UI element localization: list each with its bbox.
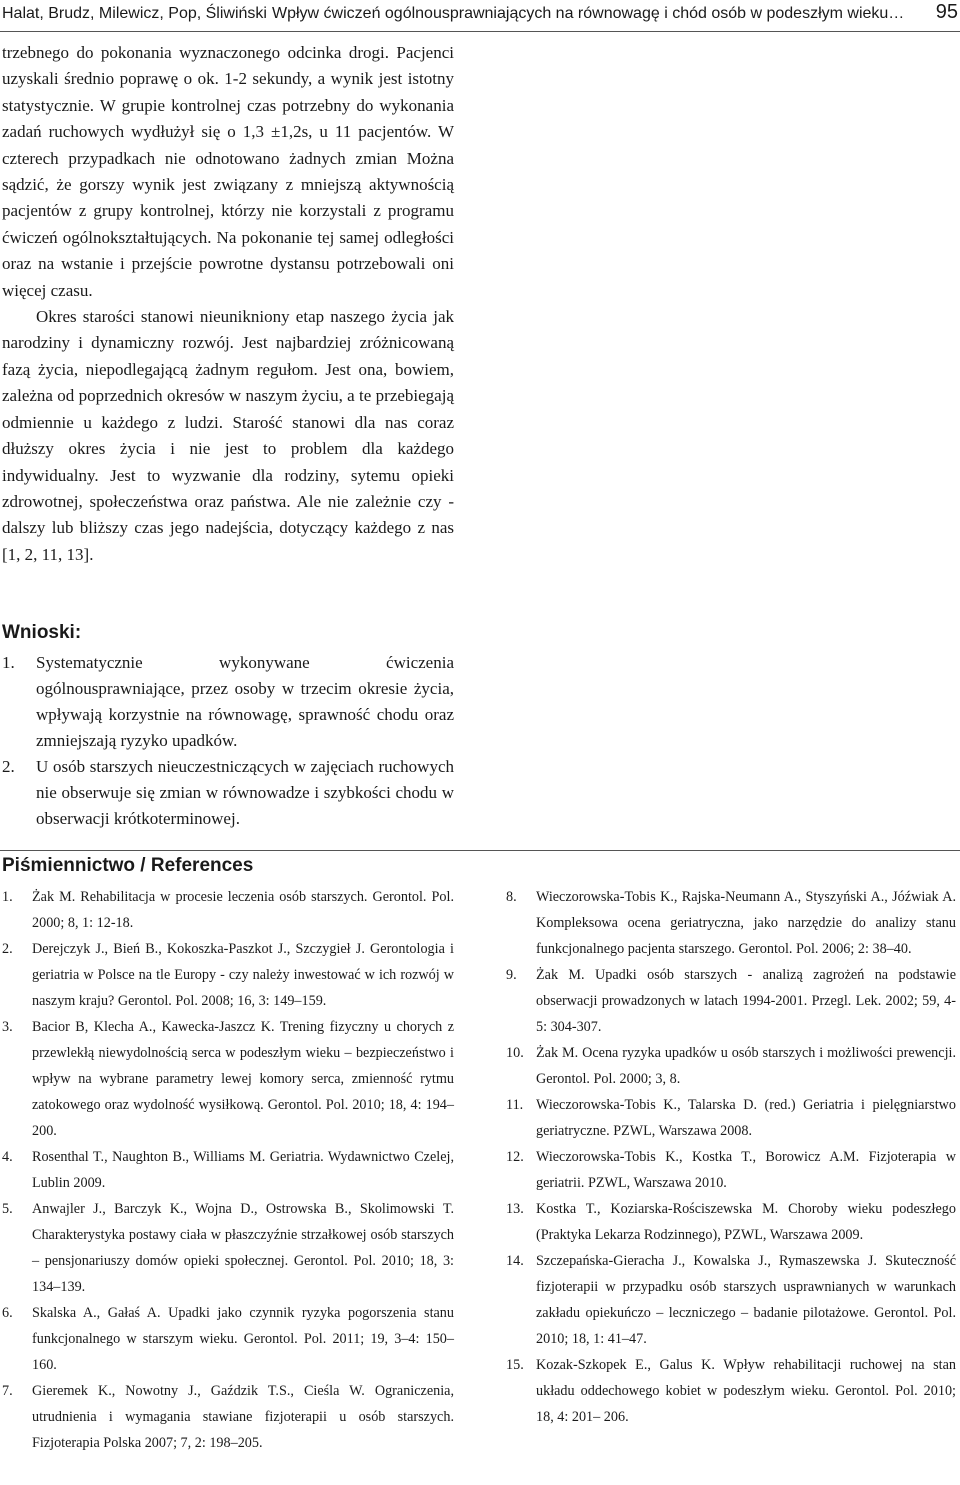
- running-title: Wpływ ćwiczeń ogólnousprawniających na równowagę i chód osób w podeszłym wieku…: [272, 5, 905, 22]
- body-paragraph: trzebnego do pokonania wyznaczonego odcinka drogi. Pacjenci uzyskali średnio poprawę o ok. 1-2 sekundy, a wynik jest istotny statystycznie. W grupie kontrolnej czas potrzebny do wykonania zadań ruchowych wydłużył się o 1,3 ±1,2s, u 11 pacjentów. W czterech przypadkach nie odnotowano żadnych zmian Można sądzić, że gorszy wynik jest związany z mniejszą aktywnością pacjentów z grupy kontrolnej, którzy nie korzystali z programu ćwiczeń ogólnokształtujących. Na pokonanie tej samej odległości oraz na wstanie i przejście powrotne dystansu potrzebowali oni więcej czasu.: [2, 43, 454, 300]
- conclusion-text: Systematycznie wykonywane ćwiczenia ogólnousprawniające, przez osoby w trzecim okresie życia, wpływają korzystnie na równowagę, sprawność chodu oraz zmniejszają ryzyko upadków.: [36, 653, 454, 750]
- reference-item: [2, 936, 454, 1014]
- reference-text: Kozak-Szkopek E., Galus K. Wpływ rehabilitacji ruchowej na stan układu oddechowego kobiet w podeszłym wieku. Gerontol. Pol. 2010; 18, 4: 201– 206.: [536, 1357, 956, 1425]
- reference-text: Gieremek K., Nowotny J., Gaździk T.S., Cieśla W. Ograniczenia, utrudnienia i wymagania stawiane fizjoterapii u osób starszych. Fizjoterapia Polska 2007; 7, 2: 198–205.: [32, 1383, 454, 1451]
- reference-text: Żak M. Rehabilitacja w procesie leczenia osób starszych. Gerontol. Pol. 2000; 8, 1: 12-18.: [32, 889, 454, 931]
- reference-item: [506, 1092, 956, 1144]
- references-list-left: [2, 884, 454, 1456]
- reference-text: Wieczorowska-Tobis K., Rajska-Neumann A., Styszyński A., Jóźwiak A. Kompleksowa ocena geriatryczna, jako narzędzie do analizy stanu funkcjonalnego pacjenta starszego. Gerontol. Pol. 2006; 2: 38–40.: [536, 889, 956, 957]
- conclusions-heading: Wnioski:: [2, 622, 82, 643]
- reference-number: 6.: [2, 1305, 13, 1321]
- reference-text: Wieczorowska-Tobis K., Kostka T., Borowicz A.M. Fizjoterapia w geriatrii. PZWL, Warszawa 2010.: [536, 1149, 956, 1191]
- conclusion-item: [2, 650, 454, 754]
- reference-item: [506, 962, 956, 1040]
- page-number: 95: [935, 1, 958, 23]
- reference-text: Derejczyk J., Bień B., Kokoszka-Paszkot J., Szczygieł J. Gerontologia i geriatria w Polsce na tle Europy - czy należy inwestować w ich rozwój w naszym kraju? Gerontol. Pol. 2008; 16, 3: 149–159.: [32, 941, 454, 1009]
- reference-item: [506, 1144, 956, 1196]
- reference-text: Bacior B, Klecha A., Kawecka-Jaszcz K. Trening fizyczny u chorych z przewlekłą niewydolnością serca w podeszłym wieku – bezpieczeństwo i wpływ na wybrane parametry lewej komory serca, zmienność rytmu zatokowego oraz wydolność wysiłkową. Gerontol. Pol. 2010; 18, 4: 194–200.: [32, 1019, 454, 1139]
- reference-item: [506, 1248, 956, 1352]
- reference-text: Szczepańska-Gieracha J., Kowalska J., Rymaszewska J. Skuteczność fizjoterapii w przypadku osób starszych usprawnianych w warunkach zakładu opiekuńczo – leczniczego – badanie pilotażowe. Gerontol. Pol. 2010; 18, 1: 41–47.: [536, 1253, 956, 1347]
- reference-item: [2, 1196, 454, 1300]
- reference-number: 8.: [506, 889, 517, 905]
- reference-item: [506, 1196, 956, 1248]
- reference-item: [2, 1144, 454, 1196]
- reference-number: 10.: [506, 1045, 524, 1061]
- reference-item: [2, 1300, 454, 1378]
- page-header: [2, 0, 960, 28]
- reference-text: Skalska A., Gałaś A. Upadki jako czynnik ryzyka pogorszenia stanu funkcjonalnego w starszym wieku. Gerontol. Pol. 2011; 19, 3–4: 150–160.: [32, 1305, 454, 1373]
- reference-number: 9.: [506, 967, 517, 983]
- reference-number: 13.: [506, 1201, 524, 1217]
- reference-number: 1.: [2, 889, 13, 905]
- reference-text: Kostka T., Koziarska-Rościszewska M. Choroby wieku podeszłego (Praktyka Lekarza Rodzinnego), PZWL, Warszawa 2009.: [536, 1201, 956, 1243]
- header-divider: [0, 31, 960, 32]
- references-list-right: [506, 884, 956, 1430]
- reference-item: [2, 1378, 454, 1456]
- reference-number: 11.: [506, 1097, 524, 1113]
- conclusion-item: [2, 754, 454, 832]
- running-authors: Halat, Brudz, Milewicz, Pop, Śliwiński: [2, 5, 267, 22]
- reference-item: [2, 884, 454, 936]
- reference-text: Rosenthal T., Naughton B., Williams M. Geriatria. Wydawnictwo Czelej, Lublin 2009.: [32, 1149, 454, 1191]
- references-divider: [0, 850, 960, 851]
- reference-number: 7.: [2, 1383, 13, 1399]
- reference-number: 15.: [506, 1357, 524, 1373]
- conclusions-list: [2, 650, 454, 832]
- reference-number: 12.: [506, 1149, 524, 1165]
- reference-number: 4.: [2, 1149, 13, 1165]
- reference-item: [2, 1014, 454, 1144]
- reference-text: Żak M. Ocena ryzyka upadków u osób starszych i możliwości prewencji. Gerontol. Pol. 2000; 3, 8.: [536, 1045, 956, 1087]
- reference-number: 3.: [2, 1019, 13, 1035]
- conclusion-text: U osób starszych nieuczestniczących w zajęciach ruchowych nie obserwuje się zmian w równowadze i szybkości chodu w obserwacji krótkoterminowej.: [36, 757, 454, 828]
- references-heading: Piśmiennictwo / References: [2, 855, 254, 876]
- reference-number: 2.: [2, 941, 13, 957]
- conclusion-number: 1.: [2, 653, 15, 672]
- reference-item: [506, 1352, 956, 1430]
- body-paragraph: Okres starości stanowi nieunikniony etap naszego życia jak narodziny i dynamiczny rozwój. Jest najbardziej zróżnicowaną fazą życia, niepodlegającą żadnym regułom. Jest ona, bowiem, zależna od poprzednich okresów w naszym życiu, a te przebiegają odmiennie u każdego z ludzi. Starość stanowi dla nas coraz dłuższy okres życia i nie jest to problem dla każdego indywidualny. Jest to wyzwanie dla rodziny, sytemu opieki zdrowotnej, społeczeństwa oraz państwa. Ale nie zależnie czy - dalszy lub bliższy czas jego nadejścia, dotyczący każdego z nas [1, 2, 11, 13].: [2, 307, 454, 564]
- reference-number: 5.: [2, 1201, 13, 1217]
- body-text-column: [2, 40, 454, 568]
- reference-item: [506, 1040, 956, 1092]
- reference-text: Żak M. Upadki osób starszych - analizą zagrożeń na podstawie obserwacji prowadzonych w latach 1994-2001. Przegl. Lek. 2002; 59, 4-5: 304-307.: [536, 967, 956, 1035]
- reference-text: Wieczorowska-Tobis K., Talarska D. (red.) Geriatria i pielęgniarstwo geriatryczne. PZWL, Warszawa 2008.: [536, 1097, 956, 1139]
- conclusion-number: 2.: [2, 757, 15, 776]
- reference-number: 14.: [506, 1253, 524, 1269]
- reference-item: [506, 884, 956, 962]
- reference-text: Anwajler J., Barczyk K., Wojna D., Ostrowska B., Skolimowski T. Charakterystyka postawy ciała w płaszczyźnie strzałkowej osób starszych – pensjonariuszy domów opieki społecznej. Gerontol. Pol. 2010; 18, 3: 134–139.: [32, 1201, 454, 1295]
